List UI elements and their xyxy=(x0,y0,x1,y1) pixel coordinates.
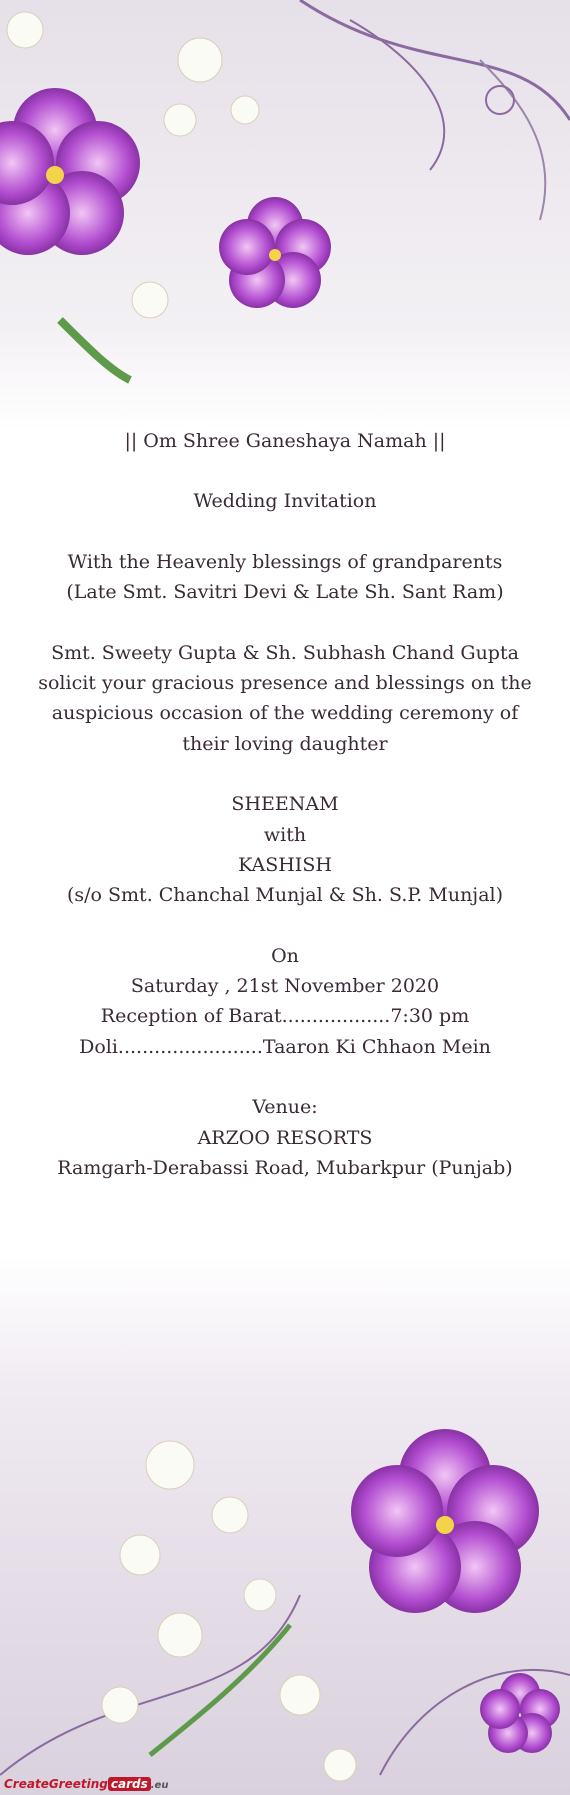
reception-line: Reception of Barat..................7:30 pm xyxy=(100,1005,470,1028)
spacer xyxy=(0,759,570,789)
violet-flower-icon xyxy=(0,88,140,255)
brand-logo[interactable]: CreateGreeting cards .eu xyxy=(4,1777,169,1791)
invitation-text xyxy=(0,426,570,1183)
bride-name: SHEENAM xyxy=(231,793,339,816)
spacer xyxy=(0,1062,570,1092)
date-line: Saturday , 21st November 2020 xyxy=(130,975,440,998)
occasion-line: auspicious occasion of the wedding ceremony of xyxy=(51,702,519,725)
violet-flower-icon xyxy=(351,1429,539,1613)
hosts-line: Smt. Sweety Gupta & Sh. Subhash Chand Gupta xyxy=(51,641,519,664)
invitation-title: Wedding Invitation xyxy=(193,490,377,513)
venue-label: Venue: xyxy=(252,1096,318,1119)
white-flower-icon xyxy=(102,1441,356,1781)
venue-name: ARZOO RESORTS xyxy=(197,1126,373,1149)
violet-flower-icon xyxy=(219,197,331,308)
blessings-line: With the Heavenly blessings of grandparents xyxy=(67,550,503,573)
violet-flower-icon xyxy=(480,1673,560,1753)
invocation-line: || Om Shree Ganeshaya Namah || xyxy=(124,430,446,452)
on-word: On xyxy=(271,944,299,967)
grandparents-line: (Late Smt. Savitri Devi & Late Sh. Sant Ram) xyxy=(66,581,504,604)
spacer xyxy=(0,608,570,638)
floral-decoration-bottom xyxy=(0,1295,570,1795)
doli-line: Doli........................Taaron Ki Chhaon Mein xyxy=(79,1035,491,1058)
daughter-line: their loving daughter xyxy=(182,732,388,755)
groom-name: KASHISH xyxy=(238,853,332,876)
spacer xyxy=(0,517,570,547)
venue-address: Ramgarh-Derabassi Road, Mubarkpur (Punjab) xyxy=(57,1157,513,1180)
with-word: with xyxy=(263,823,307,846)
spacer xyxy=(0,911,570,941)
request-line: solicit your gracious presence and blessings on the xyxy=(38,671,532,694)
floral-decoration-top xyxy=(0,0,570,440)
groom-parents-line: (s/o Smt. Chanchal Munjal & Sh. S.P. Munjal) xyxy=(66,884,504,907)
spacer xyxy=(0,456,570,486)
